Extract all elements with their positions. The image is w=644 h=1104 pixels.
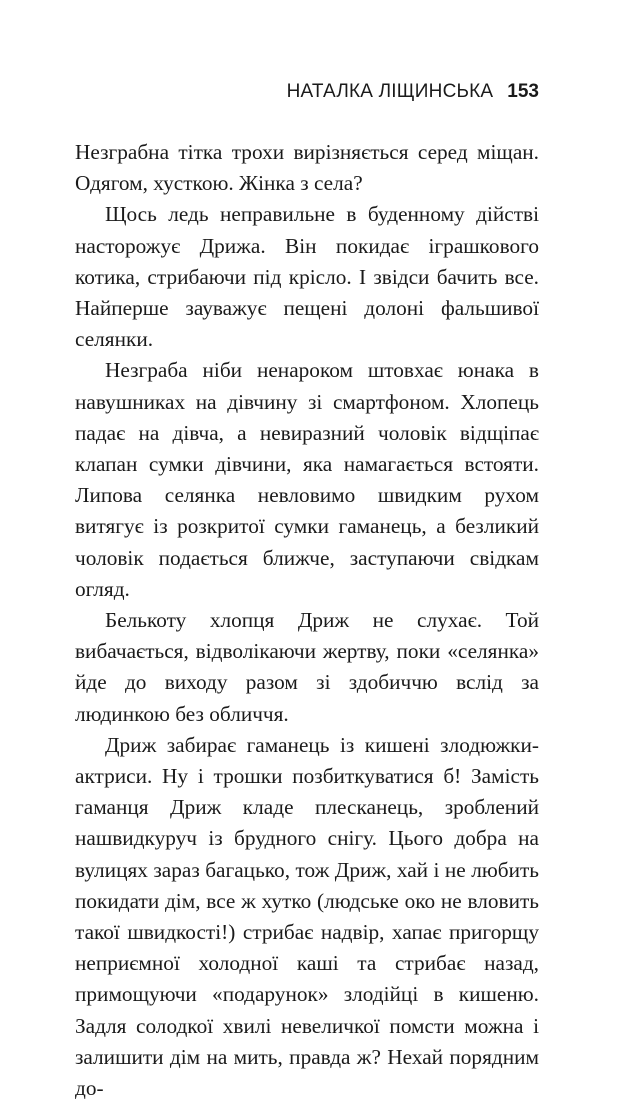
paragraph: Незграбна тітка трохи вирізняється серед міщан. Одягом, хусткою. Жінка з села? [75, 140, 539, 196]
running-header [0, 81, 539, 103]
paragraph: Незграба ніби ненароком штовхає юнака в навушниках на дівчину зі смартфоном. Хлопець падає на дівча, а невиразний чоловік відщіпає клапан сумки дівчини, яка намагається встояти. Липова селянка невловимо швидким рухом витягує із розкритої сумки гаманець, а безликий чоловік подається ближче, заступаючи свідкам огляд. [75, 358, 539, 601]
author-name: НАТАЛКА ЛІЩИНСЬКА [286, 81, 494, 102]
paragraph: Белькоту хлопця Дриж не слухає. Той вибачається, відволікаючи жертву, поки «селянка» йде до виходу разом зі здобиччю вслід за людинкою без обличчя. [75, 608, 539, 726]
paragraph: Дриж забирає гаманець із кишені злодюжки-актриси. Ну і трошки позбиткуватися б! Замість гаманця Дриж кладе плесканець, зроблений нашвидкуруч із брудного снігу. Цього добра на вулицях зараз багацько, тож Дриж, хай і не любить покидати дім, все ж хутко (людське око не вловить такої швидкості!) стрибає надвір, хапає пригорщу неприємної холодної каші та стрибає назад, примощуючи «подарунок» злодійці в кишеню. Задля солодкої хвилі невеличкої помсти можна і залишити дім на мить, правда ж? Нехай порядним до- [75, 732, 539, 1101]
page-number: 153 [507, 81, 539, 102]
paragraph: Щось ледь неправильне в буденному дійстві насторожує Дрижа. Він покидає іграшкового котика, стрибаючи під крісло. І звідси бачить все. Найперше зауважує пещені долоні фальшивої селянки. [75, 202, 539, 352]
body-text [75, 137, 539, 1104]
